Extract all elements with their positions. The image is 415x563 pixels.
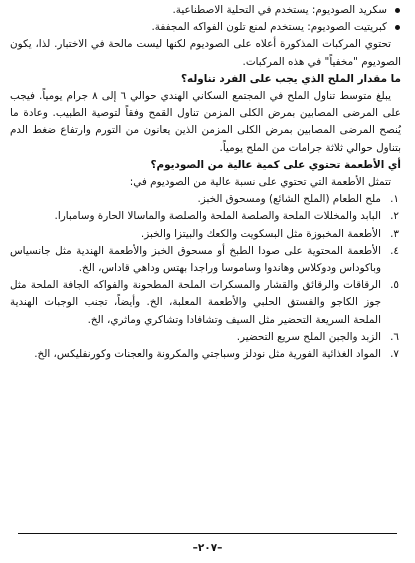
item-text: ملح الطعام (الملح الشائع) ومسحوق الخبز. (197, 193, 381, 206)
bullet-dot-icon (395, 8, 400, 13)
numbered-item (10, 208, 401, 225)
section-heading: أي الأطعمة تحتوي على كمية عالية من الصوديوم؟ (150, 158, 401, 171)
lead-paragraph: تتمثل الأطعمة التي تحتوي على نسبة عالية من الصوديوم في: (129, 176, 391, 189)
item-number: ٦. (390, 330, 399, 343)
item-text: المواد الغذائية الفورية مثل نودلز وسباجتي والمكرونة والعجنات وكورنفليكس، الخ. (34, 348, 381, 361)
footer-divider (18, 533, 397, 534)
page-number: –٢٠٧– (192, 542, 223, 554)
numbered-item (10, 329, 401, 346)
numbered-item (10, 243, 401, 277)
numbered-item (10, 226, 401, 243)
item-number: ٧. (390, 348, 399, 361)
bullet-dot-icon (395, 25, 400, 30)
body-paragraph: يبلغ متوسط تناول الملح في المجتمع السكاني الهندي حوالي ٦ إلى ٨ جرام يومياً. فيجب على المرضى المصابين بمرض الكلى المزمن تناول القمح وفقاً لتوصية الطبيب. وعادة ما يُنصح المرضى المصابين بمرض الكلى المزمن الذين يعانون من التورم وارتفاع ضغط الدم بتناول حوالي ثلاثة جرامات من الملح يومياً. (10, 90, 401, 154)
numbered-item (10, 346, 401, 363)
bullet-item (10, 19, 401, 36)
item-number: ١. (390, 193, 399, 206)
bullet-item (10, 2, 401, 19)
item-text: الزبد والجبن الملح سريع التحضير. (236, 330, 381, 343)
bullet-text: سكريد الصوديوم: يستخدم في التحلية الاصطناعية. (172, 4, 387, 16)
numbered-item (10, 277, 401, 329)
bullet-text: كبريتيت الصوديوم: يستخدم لمنع تلون الفواكه المجففة. (151, 21, 387, 34)
item-text: الرقاقات والرقائق والقشار والمسكرات الملحة المطحونة والفواكه الجافة الملحة مثل جوز الكاجو والفستق الحلبي والأطعمة المعلبة، الخ. وأيضاً، تجنب الوجبات الهندية الملحة السريعة التحضير مثل السيف وتشافادا وتشاكري وماثري، الخ. (10, 279, 381, 326)
section-heading: ما مقدار الملح الذي يجب على الفرد تناوله؟ (181, 72, 401, 85)
item-number: ٣. (390, 227, 399, 240)
item-number: ٤. (390, 244, 399, 257)
item-text: البابد والمخللات الملحة والصلصة الملحة والصلصة والماسالا الحارة وسامبارا. (54, 210, 381, 223)
numbered-item (10, 191, 401, 208)
item-number: ٥. (390, 279, 399, 292)
intro-paragraph: تحتوي المركبات المذكورة أعلاه على الصوديوم لكنها ليست مالحة في الاختبار. لذا، يكون الصوديوم "مخفياً" في هذه المركبات. (10, 38, 401, 68)
item-text: الأطعمة المخبوزة مثل البسكويت والكعك والبيتزا والخبز. (140, 227, 381, 240)
item-text: الأطعمة المحتوية على صودا الطبخ أو مسحوق الخبز والأطعمة الهندية مثل جانسياس وباكوداس ودوكلاس وهاندوا وساموسا وراجدا بهتس وداهي قاداس، الخ. (10, 244, 381, 275)
item-number: ٢. (390, 210, 399, 223)
